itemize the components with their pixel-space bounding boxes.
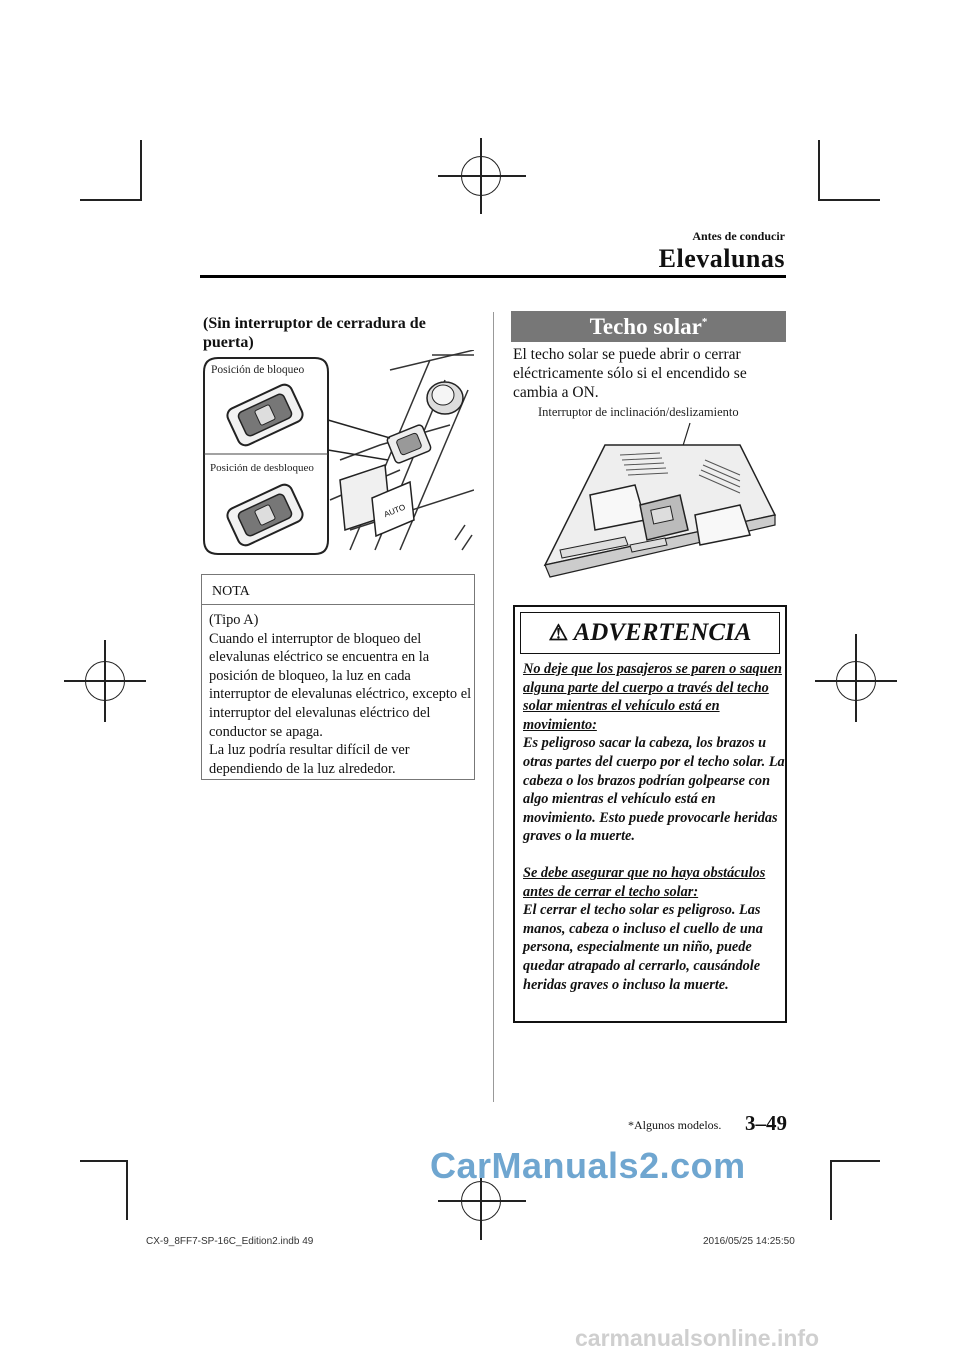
label-unlock-position: Posición de desbloqueo [210, 462, 314, 474]
section-label: Antes de conducir [692, 229, 785, 243]
imprint-date: 2016/05/25 14:25:50 [703, 1236, 795, 1247]
warning-box [513, 605, 787, 1023]
warning-p2-heading: Se debe asegurar que no haya obstáculos antes de cerrar el techo solar: [523, 864, 766, 900]
footnote: *Algunos modelos. [628, 1118, 722, 1132]
window-switch-figure [200, 350, 474, 560]
note-body-2: La luz podría resultar difícil de ver dependiendo de la luz alrededor. [209, 742, 410, 777]
note-heading: NOTA [202, 575, 474, 605]
warning-p2-body: El cerrar el techo solar es peligroso. Las manos, cabeza o incluso el cuello de una persona, especialmente un niño, puede quedar atrapado al cerrarlo, causándole heridas graves o incluso la muerte. [523, 902, 763, 993]
sunroof-figure [530, 405, 780, 595]
column-divider [493, 312, 494, 1102]
page-number: 3–49 [745, 1111, 787, 1135]
imprint-file: CX-9_8FF7-SP-16C_Edition2.indb 49 [146, 1236, 314, 1247]
warning-triangle-icon: ⚠ [548, 620, 569, 645]
warning-p1-body: Es peligroso sacar la cabeza, los brazos u otras partes del cuerpo por el techo solar. La cabeza o los brazos podrían golpearse con algo mientras el vehículo está en movimiento. Esto puede provocarle heridas graves o la muerte. [523, 735, 785, 845]
warning-title-box [520, 612, 780, 654]
page-title: Elevalunas [658, 244, 785, 273]
label-tilt-slide-switch: Interruptor de inclinación/deslizamiento [538, 405, 739, 419]
watermark: CarManuals2.com [430, 1145, 746, 1186]
header-rule [200, 275, 786, 278]
watermark-2: carmanualsonline.info [575, 1325, 820, 1351]
warning-title: ADVERTENCIA [573, 619, 752, 646]
subheading: (Sin interruptor de cerradura de puerta) [203, 315, 426, 351]
warning-p1-heading: No deje que los pasajeros se paren o saquen alguna parte del cuerpo a través del techo solar mientras el vehículo está en movimiento: [523, 661, 782, 733]
section-title-bar [511, 311, 786, 342]
note-body: Cuando el interruptor de bloqueo del elevalunas eléctrico se encuentra en la posición de bloqueo, la luz en cada interruptor de elevalunas eléctrico, excepto el interruptor del elevalunas eléctrico del conductor se apaga. [209, 630, 472, 740]
section-mark: * [701, 316, 708, 328]
label-lock-position: Posición de bloqueo [211, 364, 305, 376]
note-type: (Tipo A) [209, 612, 259, 628]
note-box [201, 574, 475, 780]
intro-text: El techo solar se puede abrir o cerrar eléctricamente sólo si el encendido se cambia a ON. [513, 346, 747, 401]
section-title: Techo solar [589, 314, 702, 339]
auto-label: AUTO [382, 502, 407, 520]
